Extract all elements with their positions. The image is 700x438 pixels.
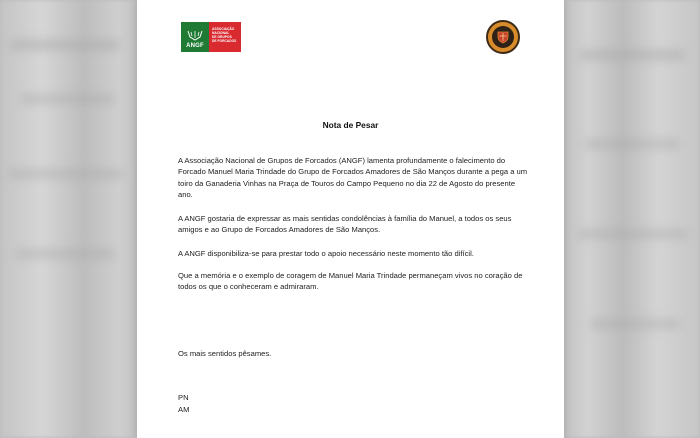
paragraph: A ANGF disponibiliza-se para prestar todo o apoio necessário neste momento tão difícil. (178, 249, 474, 258)
closing-line: Os mais sentidos pêsames. (178, 349, 272, 358)
angf-logo-line: DE FORCADOS (212, 39, 237, 43)
club-emblem (486, 20, 520, 54)
angf-logo-line: NACIONAL (212, 31, 230, 35)
paragraph: A ANGF gostaria de expressar as mais sentidas condolências à família do Manuel, a todos os seus amigos e ao Grupo de Forcados Amadores de São Manços. (178, 214, 512, 235)
background-blur-line (585, 140, 680, 148)
document-title: Nota de Pesar (322, 120, 379, 130)
angf-logo-text: ANGF (186, 43, 204, 49)
background-blur-line (15, 250, 115, 258)
background-blur-line (8, 170, 123, 178)
signature-initials: PN (178, 393, 189, 402)
background-blur-line (580, 50, 685, 60)
signature-initials: AM (178, 405, 190, 414)
emblem-shield-shape (496, 30, 510, 44)
angf-logo-line: ASSOCIAÇÃO (212, 27, 235, 31)
document-page (137, 0, 564, 438)
angf-logo-red-block (209, 22, 241, 52)
angf-logo-line: DE GRUPOS (212, 35, 232, 39)
background-blur-line (20, 95, 115, 103)
background-blur-line (10, 40, 120, 50)
paragraph: Que a memória e o exemplo de coragem de Manuel Maria Trindade permaneçam vivos no coração de todos os que o conheceram e admiraram. (178, 271, 523, 292)
bull-horns-icon (186, 29, 204, 43)
background-blur-line (578, 230, 688, 238)
paragraph: A Associação Nacional de Grupos de Forcados (ANGF) lamenta profundamente o falecimento do Forcado Manuel Maria Trindade do Grupo de Forcados Amadores de São Manços durante a pega a um toiro da Ganaderia Vinhas na Praça de Touros do Campo Pequeno no dia 22 de Agosto do presente ano. (178, 156, 528, 199)
background-blur-line (590, 320, 680, 328)
angf-logo (181, 22, 241, 52)
shield-emblem-icon (492, 26, 514, 48)
angf-logo-green-block (181, 22, 209, 52)
